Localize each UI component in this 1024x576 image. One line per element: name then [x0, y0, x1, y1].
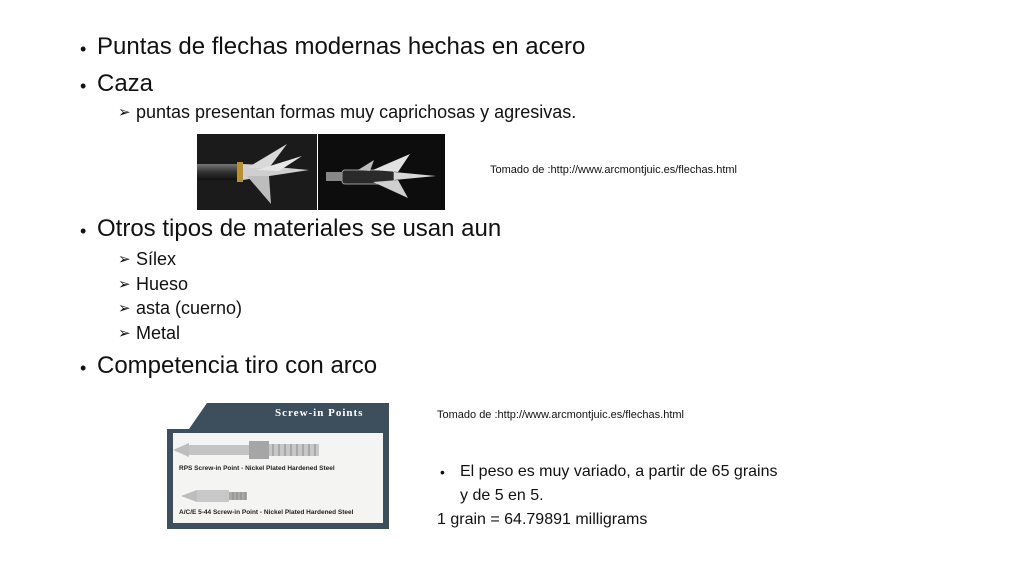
bullet-dot-icon: •	[80, 39, 87, 59]
source-link-bottom[interactable]: Tomado de :http://www.arcmontjuic.es/flechas.html	[437, 409, 684, 421]
weight-line-2: y de 5 en 5.	[460, 487, 544, 504]
bullet-dot-icon: •	[440, 464, 445, 480]
bullet-dot-icon: •	[80, 76, 87, 96]
bullet-3-text: Otros tipos de materiales se usan aun	[97, 215, 502, 242]
bullet-2-text: Caza	[97, 70, 154, 97]
bullet-dot-icon: •	[80, 358, 87, 378]
arrow-bullet-icon: ➢	[118, 276, 131, 293]
arrow-bullet-icon: ➢	[118, 104, 131, 121]
bullet-1-text: Puntas de flechas modernas hechas en acero	[97, 33, 586, 60]
material-item: Sílex	[136, 249, 177, 269]
arrow-bullet-icon: ➢	[118, 300, 131, 317]
material-item: asta (cuerno)	[136, 298, 243, 318]
arrow-bullet-icon: ➢	[118, 325, 131, 342]
source-link-top[interactable]: Tomado de :http://www.arcmontjuic.es/flechas.html	[490, 164, 737, 176]
weight-line-1: El peso es muy variado, a partir de 65 grains	[460, 463, 778, 480]
panel-caption-ace: A/C/E 5-44 Screw-in Point - Nickel Plated Hardened Steel	[179, 509, 354, 516]
panel-title: Screw-in Points	[275, 407, 364, 419]
bullet-4-text: Competencia tiro con arco	[97, 352, 378, 379]
arrow-bullet-icon: ➢	[118, 251, 131, 268]
screw-in-points-panel	[167, 403, 389, 529]
material-item: Hueso	[136, 274, 189, 294]
bullet-dot-icon: •	[80, 221, 87, 241]
weight-line-3: 1 grain = 64.79891 milligrams	[437, 511, 648, 528]
broadhead-photo-1	[197, 134, 317, 210]
material-item: Metal	[136, 323, 181, 343]
bullet-2-sub: puntas presentan formas muy caprichosas y agresivas.	[136, 102, 577, 122]
panel-caption-rps: RPS Screw-in Point - Nickel Plated Hardened Steel	[179, 465, 335, 472]
broadhead-photo-2	[318, 134, 445, 210]
